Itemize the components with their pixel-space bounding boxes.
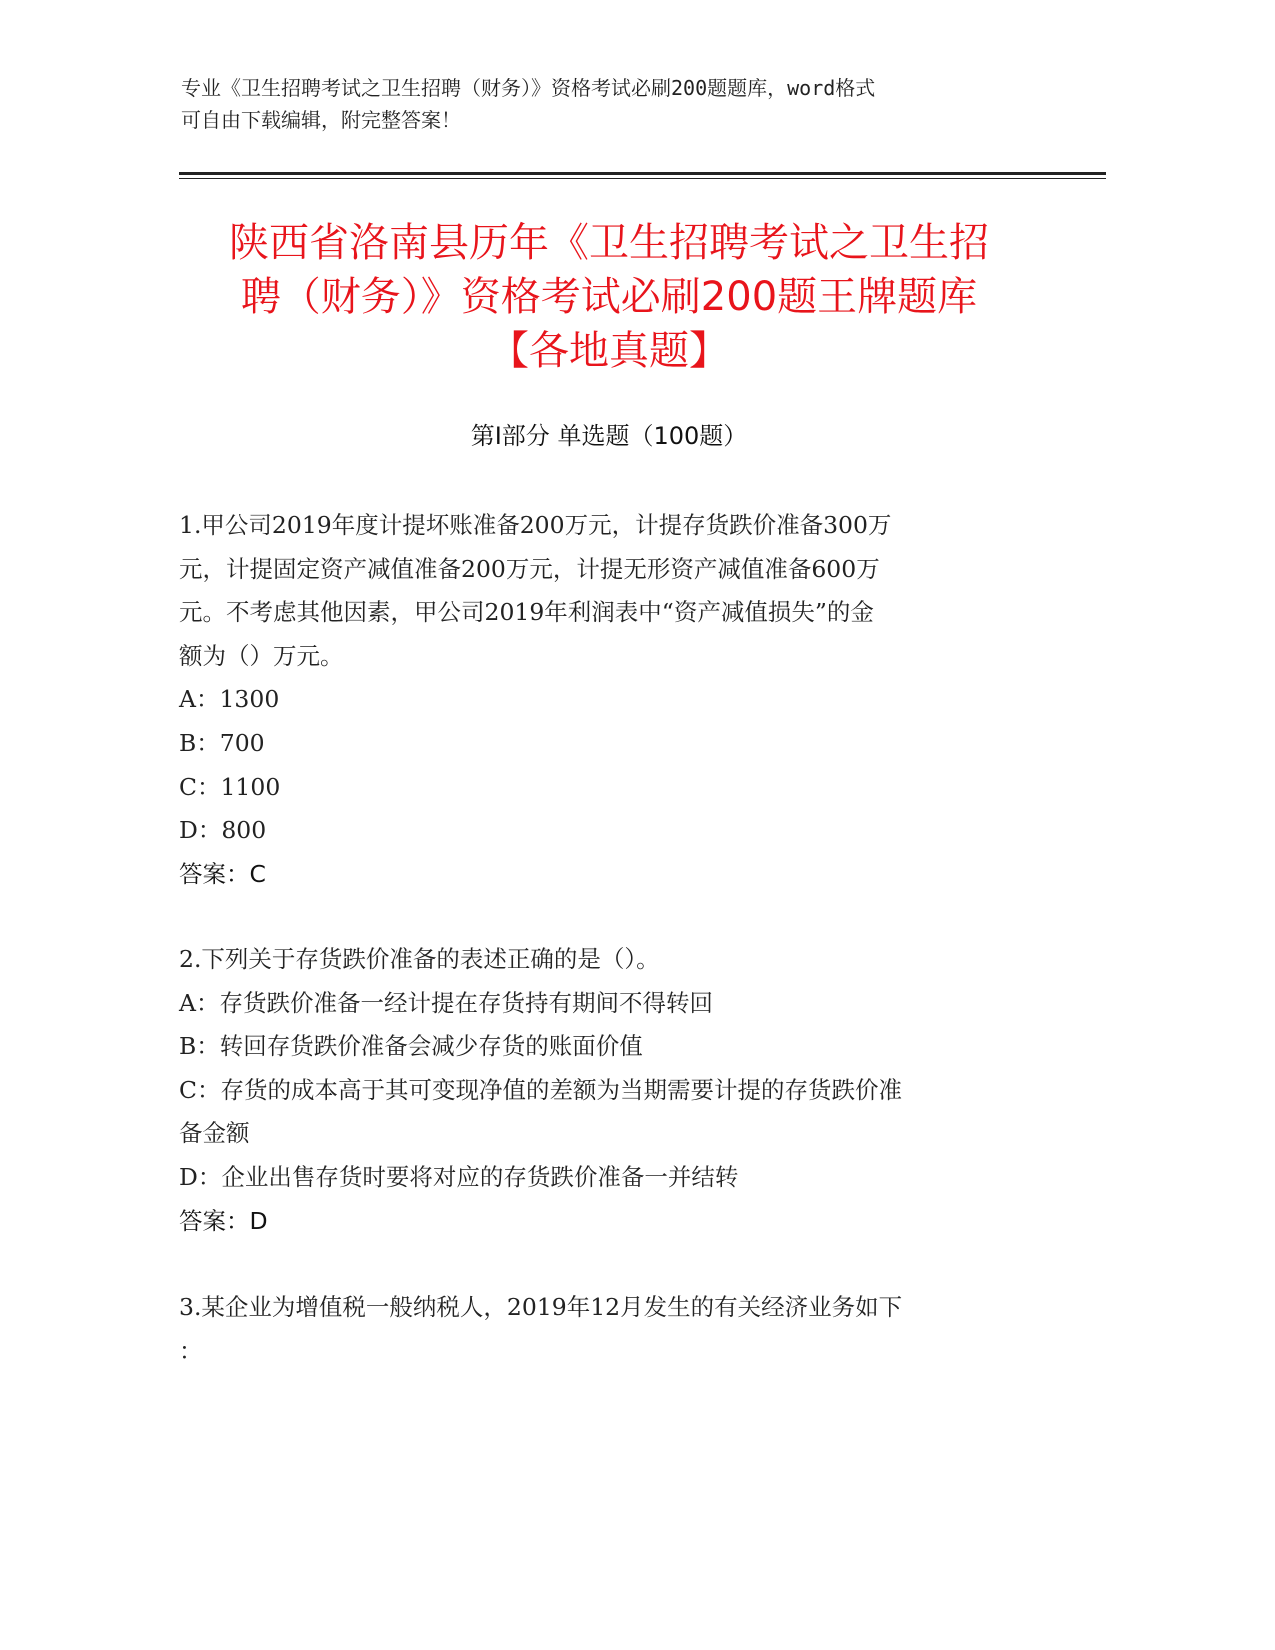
option-c [179,1069,1039,1156]
document-title-line: 聘（财务）》资格考试必刷200题王牌题库 [240,274,978,320]
document-title-line: 【各地真题】 [489,328,729,374]
question-stem-line: 3.某企业为增值税一般纳税人，2019年12月发生的有关经济业务如下 [179,1293,903,1321]
answer-line: 答案：D [179,1206,268,1235]
header-note-line: 专业《卫生招聘考试之卫生招聘（财务）》资格考试必刷200题题库，word格式 [181,76,876,100]
option-line: C：存货的成本高于其可变现净值的差额为当期需要计提的存货跌价准 [179,1075,902,1104]
document-title-line: 陕西省洛南县历年《卫生招聘考试之卫生招 [229,220,989,266]
option-d: D：企业出售存货时要将对应的存货跌价准备一并结转 [179,1162,739,1191]
option-b: B：700 [179,728,265,757]
option-b: B：转回存货跌价准备会减少存货的账面价值 [179,1032,643,1061]
question-3 [179,1286,1039,1373]
answer-line: 答案：C [179,859,266,888]
question-stem [179,1286,1039,1373]
question-stem-line: 元。不考虑其他因素，甲公司2019年利润表中“资产减值损失”的金 [179,598,874,627]
header-note [181,72,1051,136]
option-c: C：1100 [179,772,281,801]
question-stem [179,504,1039,678]
question-stem-line: ： [179,1336,203,1365]
option-d: D：800 [179,816,267,845]
header-note-line: 可自由下载编辑，附完整答案！ [181,108,461,132]
question-stem [179,938,1039,982]
question-stem-line: 元，计提固定资产减值准备200万元，计提无形资产减值准备600万 [179,554,880,583]
option-a: A：1300 [179,685,280,714]
question-stem-line: 额为（）万元。 [179,641,344,670]
question-1 [179,504,1039,896]
header-divider-thin [179,178,1106,179]
section-heading: 第Ⅰ部分 单选题（100题） [470,422,748,450]
question-stem-line: 1.甲公司2019年度计提坏账准备200万元，计提存货跌价准备300万 [179,511,892,539]
question-2 [179,938,1039,1243]
document-title [179,216,1039,378]
option-line: 备金额 [179,1119,250,1148]
header-divider-thick [179,172,1106,175]
option-a: A：存货跌价准备一经计提在存货持有期间不得转回 [179,988,713,1017]
question-stem-line: 2.下列关于存货跌价准备的表述正确的是（）。 [179,945,660,973]
